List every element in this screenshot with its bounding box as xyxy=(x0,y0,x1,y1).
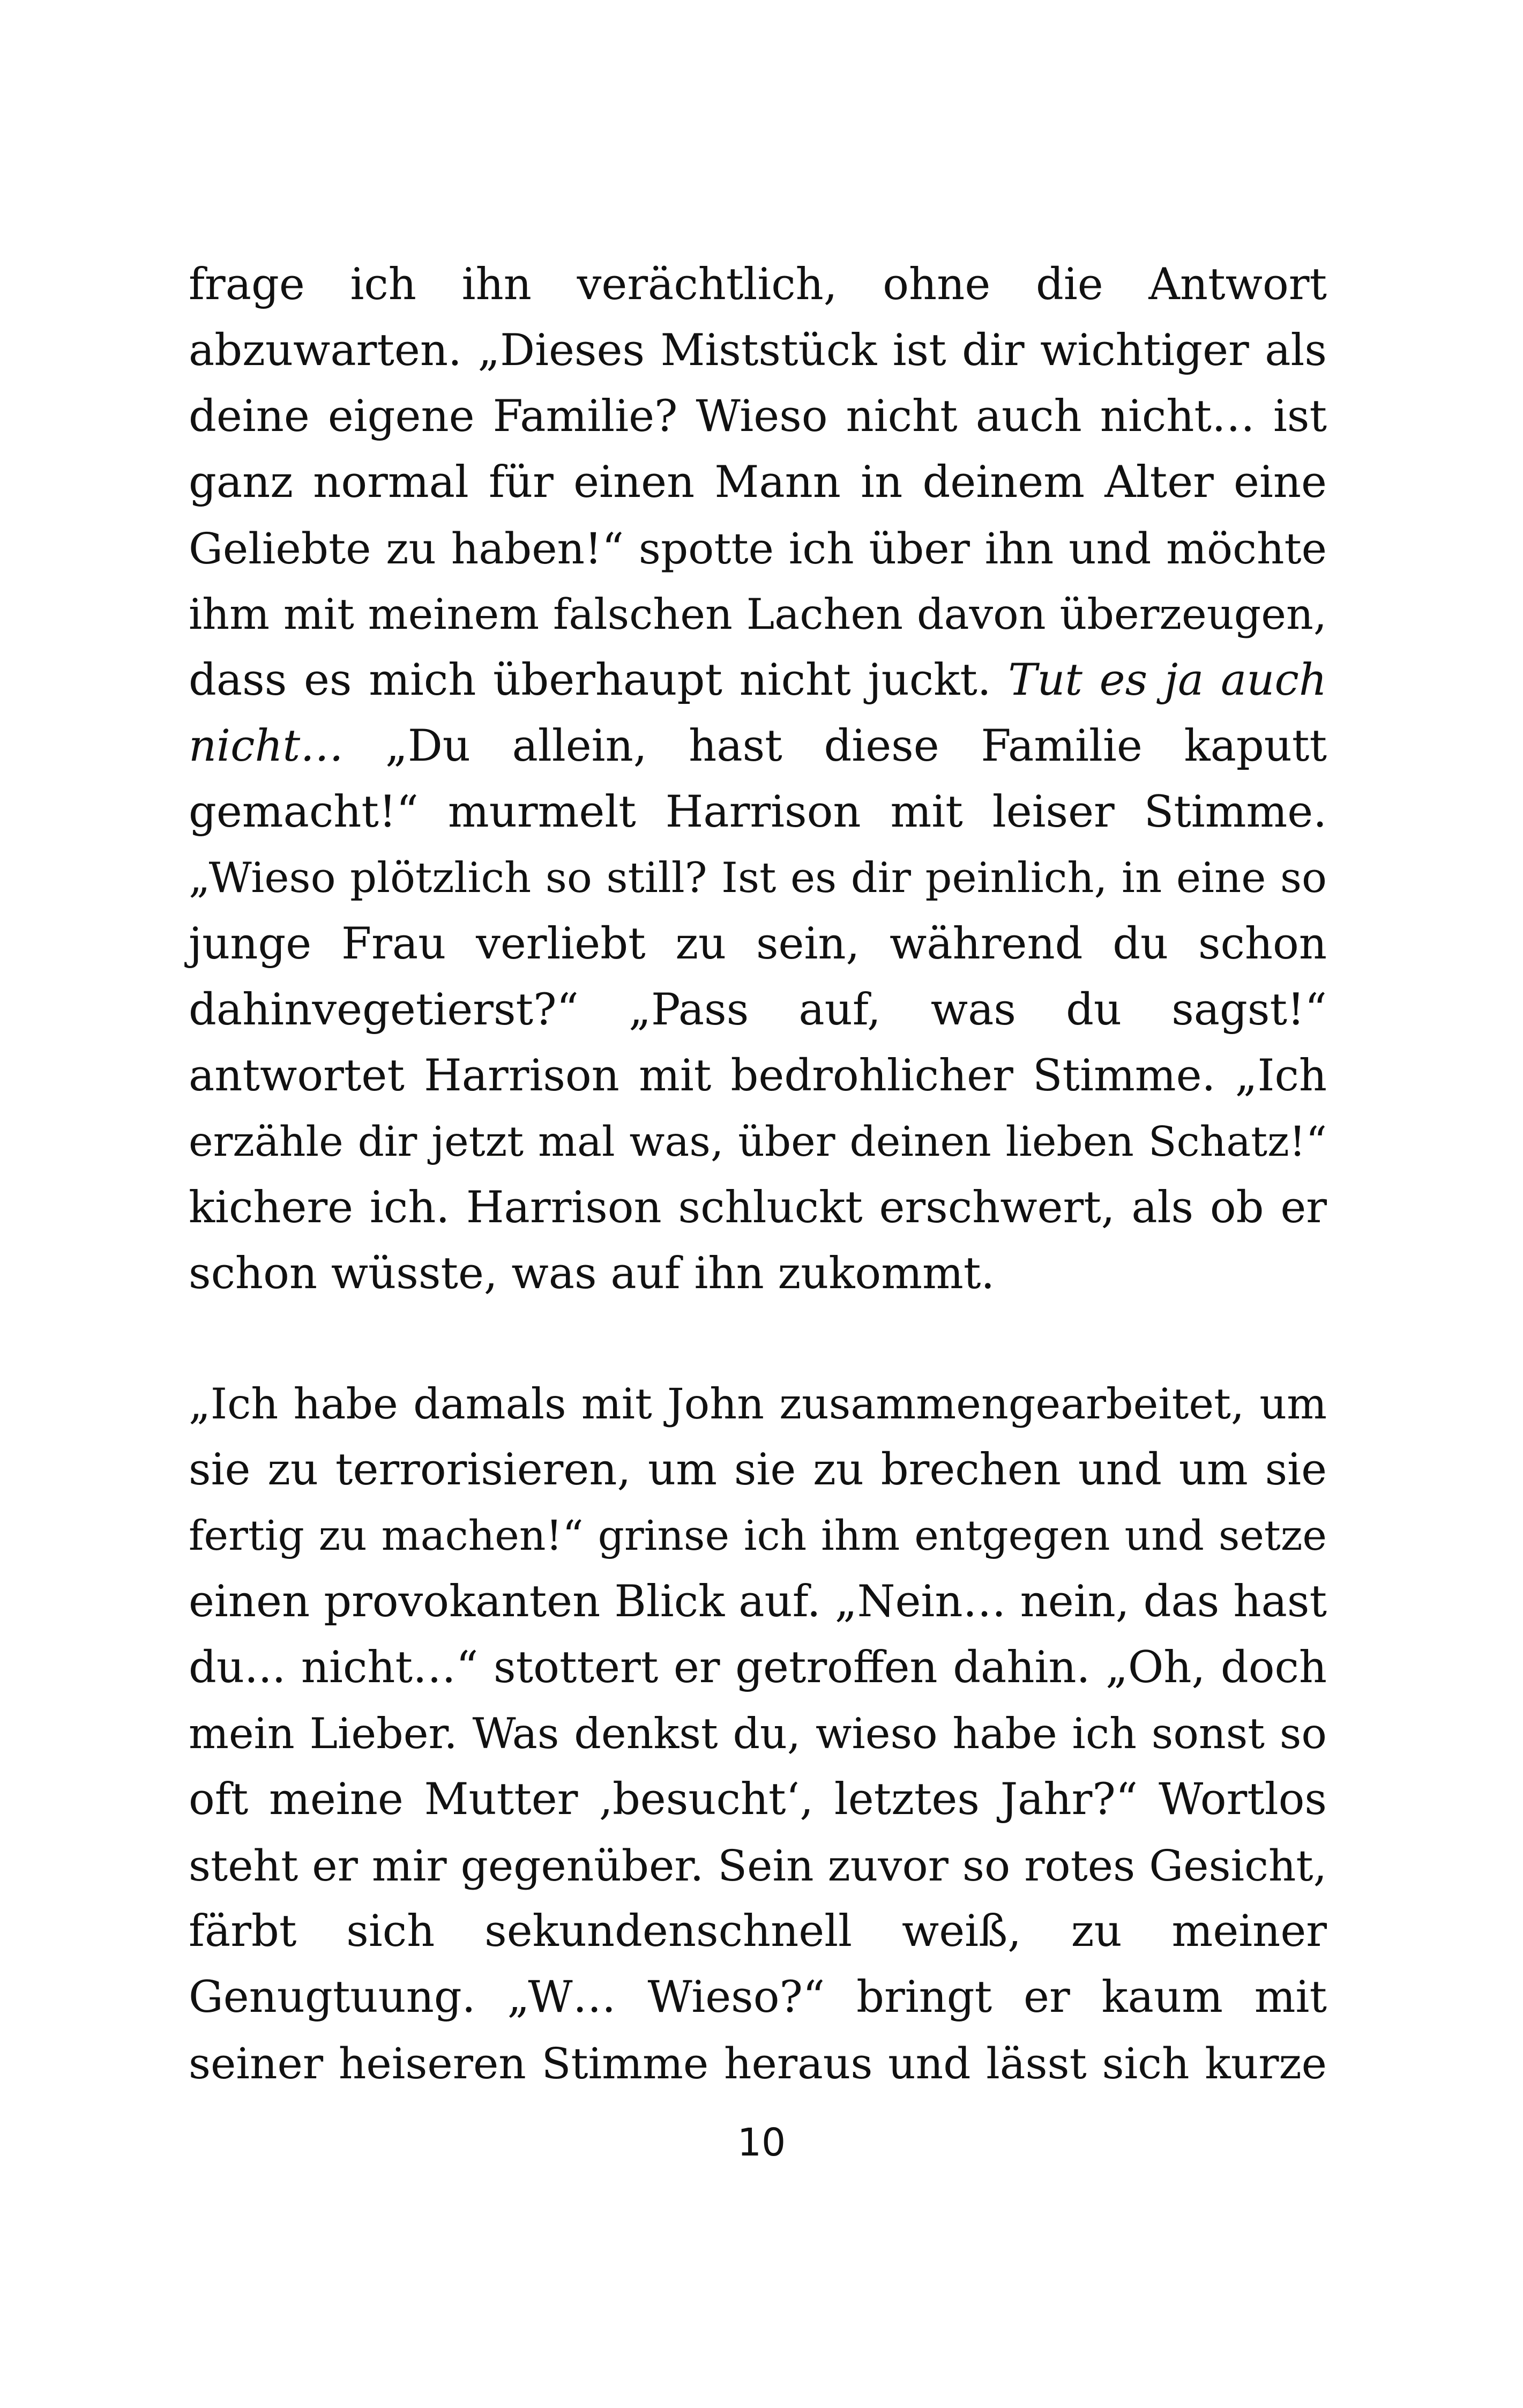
text-line: antwortet Harrison mit bedrohlicher Stimme. „Ich xyxy=(189,1051,1327,1101)
text-line: oft meine Mutter ‚besucht‘, letztes Jahr?“ Wortlos xyxy=(189,1774,1327,1825)
body-text xyxy=(189,252,1327,2097)
text-line: steht er mir gegenüber. Sein zuvor so rotes Gesicht, xyxy=(189,1841,1327,1891)
italic-thought: nicht… xyxy=(189,721,344,771)
text-line: Geliebte zu haben!“ spotte ich über ihn und möchte xyxy=(189,524,1327,574)
text-line: „Ich habe damals mit John zusammengearbeitet, um xyxy=(189,1379,1327,1429)
text-line: einen provokanten Blick auf. „Nein… nein, das hast xyxy=(189,1577,1327,1627)
text-line: sie zu terrorisieren, um sie zu brechen und um sie xyxy=(189,1445,1327,1495)
text-line: kichere ich. Harrison schluckt erschwert, als ob er xyxy=(189,1183,1327,1233)
text-line: deine eigene Familie? Wieso nicht auch nicht… ist xyxy=(189,391,1327,442)
text-line: abzuwarten. „Dieses Miststück ist dir wichtiger als xyxy=(189,325,1327,376)
text-line: ihm mit meinem falschen Lachen davon überzeugen, xyxy=(189,590,1327,639)
text-line: gemacht!“ murmelt Harrison mit leiser Stimme. xyxy=(189,787,1327,837)
text-line: fertig zu machen!“ grinse ich ihm entgegen und setze xyxy=(189,1512,1327,1560)
text-line xyxy=(189,648,1327,714)
text-line: schon wüsste, was auf ihn zukommt. xyxy=(189,1248,995,1299)
text-line: frage ich ihn verächtlich, ohne die Antwort xyxy=(189,259,1327,310)
text-fragment: „Du allein, hast diese Familie kaputt xyxy=(385,721,1327,771)
text-line: dahinvegetierst?“ „Pass auf, was du sagst!“ xyxy=(189,985,1327,1035)
page-number: 10 xyxy=(737,2120,786,2165)
italic-thought: Tut es ja auch xyxy=(1008,655,1327,705)
text-line: Genugtuung. „W… Wieso?“ bringt er kaum mit xyxy=(189,1972,1327,2023)
text-line: du... nicht…“ stottert er getroffen dahin. „Oh, doch xyxy=(189,1643,1327,1693)
text-line: „Wieso plötzlich so still? Ist es dir peinlich, in eine so xyxy=(189,854,1327,902)
text-fragment: dass es mich überhaupt nicht juckt. xyxy=(189,655,991,705)
text-line: färbt sich sekundenschnell weiß, zu meiner xyxy=(189,1906,1327,1957)
text-line: ganz normal für einen Mann in deinem Alter eine xyxy=(189,457,1327,508)
text-line xyxy=(189,714,1327,779)
text-line: seiner heiseren Stimme heraus und lässt sich kurze xyxy=(189,2039,1327,2089)
text-line: mein Lieber. Was denkst du, wieso habe ich sonst so xyxy=(189,1709,1327,1758)
text-line: junge Frau verliebt zu sein, während du schon xyxy=(189,919,1327,969)
text-line: erzähle dir jetzt mal was, über deinen lieben Schatz!“ xyxy=(189,1118,1327,1166)
